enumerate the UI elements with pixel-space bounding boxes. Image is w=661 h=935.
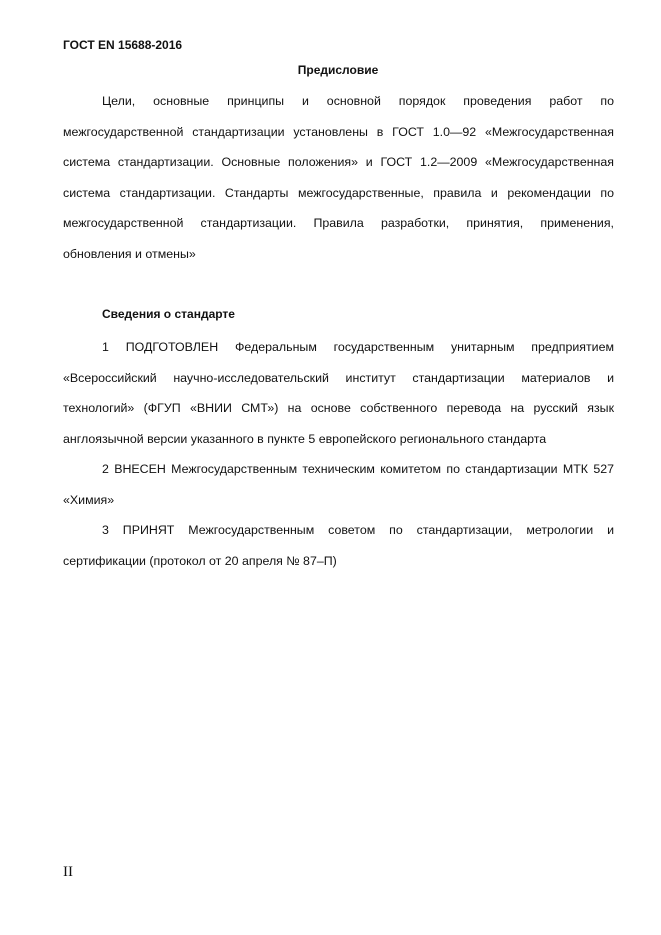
standard-info-item-2: 2 ВНЕСЕН Межгосударственным техническим комитетом по стандартизации МТК 527 «Химия» — [63, 462, 614, 507]
standard-info-item-1: 1 ПОДГОТОВЛЕН Федеральным государственным унитарным предприятием «Всероссийский научно-исследовательский институт стандартизации материалов и технологий» (ФГУП «ВНИИ СМТ») на основе собственного перевода на русский язык англоязычной версии указанного в пункте 5 европейского регионального стандарта — [63, 340, 614, 446]
standard-info-item-3: 3 ПРИНЯТ Межгосударственным советом по стандартизации, метрологии и сертификации (протокол от 20 апреля № 87–П) — [63, 523, 614, 568]
document-code: ГОСТ EN 15688-2016 — [63, 38, 183, 52]
page-number: II — [63, 864, 73, 880]
foreword-title: Предисловие — [297, 63, 379, 77]
standard-info-title: Сведения о стандарте — [102, 307, 235, 321]
foreword-paragraph: Цели, основные принципы и основной порядок проведения работ по межгосударственной стандартизации установлены в ГОСТ 1.0—92 «Межгосударственная система стандартизации. Основные положения» и ГОСТ 1.2—2009 «Межгосударственная система стандартизации. Стандарты межгосударственные, правила и рекомендации по межгосударственной стандартизации. Правила разработки, принятия, применения, обновления и отмены» — [63, 94, 614, 261]
